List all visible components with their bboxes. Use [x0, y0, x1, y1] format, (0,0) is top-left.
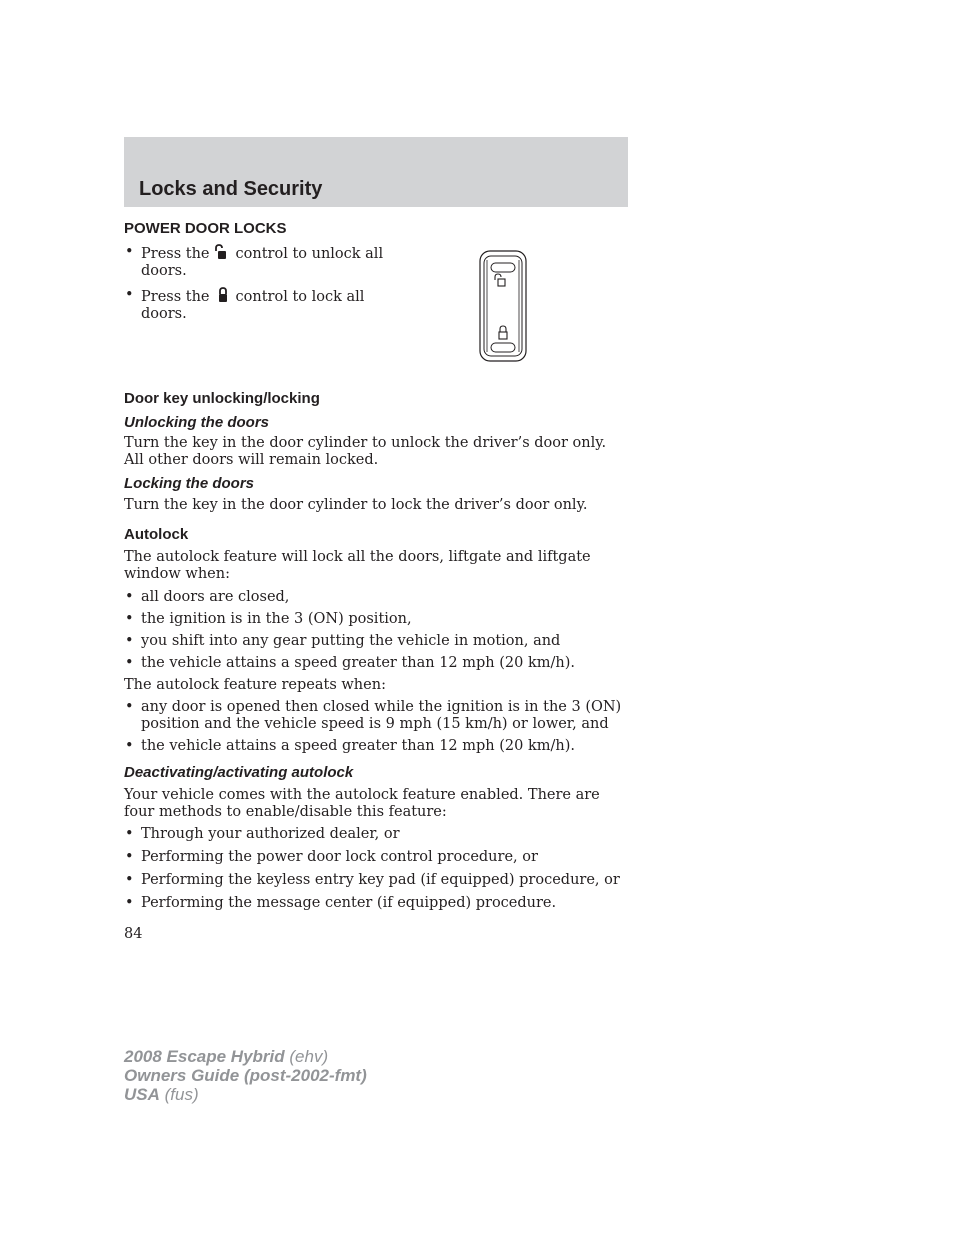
lock-instruction-before: Press the [141, 289, 210, 305]
section-header-band [124, 137, 628, 207]
footer-line-3 [124, 1085, 367, 1104]
autolock-repeat-intro: The autolock feature repeats when: [124, 677, 386, 693]
unlock-instruction-before: Press the [141, 246, 210, 262]
autolock-conditions-list [124, 589, 629, 672]
footer-guide: Owners Guide (post-2002-fmt) [124, 1066, 367, 1085]
deactivating-methods-list [124, 826, 629, 912]
unlocking-doors-text: Turn the key in the door cylinder to unlock the driver’s door only. All other doors will remain locked. [124, 435, 607, 468]
lock-icon [213, 287, 233, 303]
autolock-heading: Autolock [124, 526, 189, 543]
power-door-locks-heading: POWER DOOR LOCKS [124, 220, 287, 237]
power-door-locks-list [124, 244, 394, 323]
list-item: • all doors are closed, [124, 589, 629, 606]
locking-doors-heading: Locking the doors [124, 475, 255, 492]
deactivating-autolock-heading: Deactivating/activating autolock [124, 764, 354, 781]
list-item: • Performing the keyless entry key pad (if equipped) procedure, or [124, 872, 629, 889]
footer-line-1 [124, 1047, 367, 1066]
footer-market-code: (fus) [164, 1085, 199, 1104]
deactivating-intro: Your vehicle comes with the autolock feature enabled. There are four methods to enable/disable this feature: [124, 787, 600, 820]
unlocking-doors-heading: Unlocking the doors [124, 414, 270, 431]
page-content [124, 220, 629, 918]
section-title: Locks and Security [139, 178, 323, 200]
list-item: • Performing the power door lock control procedure, or [124, 849, 629, 866]
locking-doors-text: Turn the key in the door cylinder to lock the driver’s door only. [124, 497, 588, 513]
footer-market: USA [124, 1085, 160, 1104]
autolock-intro: The autolock feature will lock all the doors, liftgate and liftgate window when: [124, 549, 591, 582]
list-item: • Through your authorized dealer, or [124, 826, 629, 843]
list-item: • the ignition is in the 3 (ON) position, [124, 611, 629, 628]
unlock-instruction [124, 244, 394, 280]
footer-line-2 [124, 1066, 367, 1085]
footer-model-code: (ehv) [289, 1047, 329, 1066]
door-lock-switch-figure [476, 250, 530, 362]
footer-model: 2008 Escape Hybrid [124, 1047, 285, 1066]
unlock-instruction-after: control to unlock all doors. [141, 246, 384, 279]
autolock-repeat-list [124, 699, 629, 755]
list-item: • the vehicle attains a speed greater than 12 mph (20 km/h). [124, 738, 629, 755]
lock-instruction [124, 287, 394, 323]
list-item: • the vehicle attains a speed greater than 12 mph (20 km/h). [124, 655, 629, 672]
list-item: • any door is opened then closed while the ignition is in the 3 (ON) position and the vehicle speed is 9 mph (15 km/h) or lower, and [124, 699, 629, 733]
list-item: • you shift into any gear putting the vehicle in motion, and [124, 633, 629, 650]
document-footer [124, 1047, 367, 1104]
page-number: 84 [124, 926, 143, 942]
list-item: • Performing the message center (if equipped) procedure. [124, 895, 629, 912]
unlock-icon [213, 244, 233, 260]
door-key-heading: Door key unlocking/locking [124, 390, 320, 407]
lock-instruction-after: control to lock all doors. [141, 289, 365, 322]
